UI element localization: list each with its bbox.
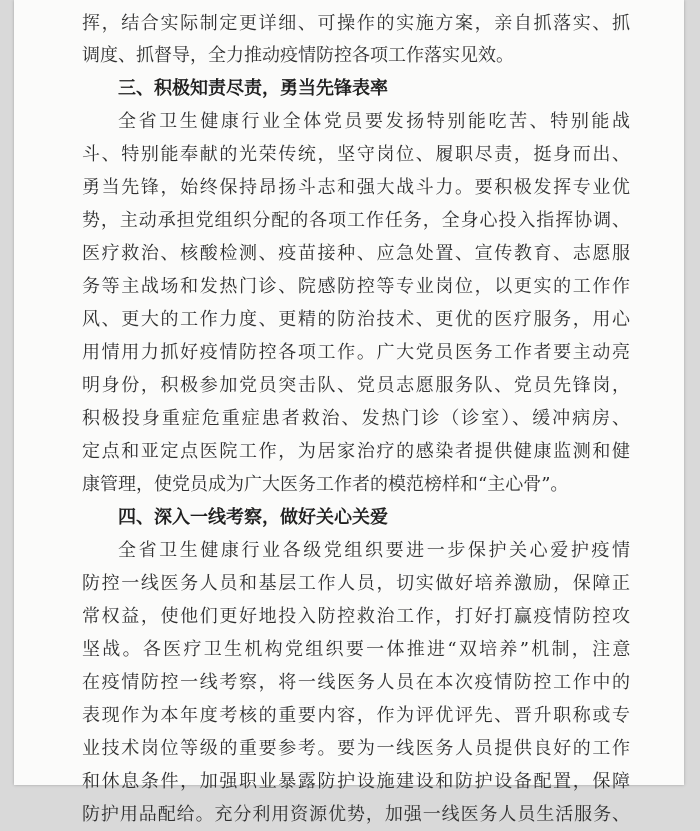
text-line: 用情用力抓好疫情防控各项工作。广大党员医务工作者要主动亮 — [82, 342, 632, 363]
text-line: 常权益，使他们更好地投入防控救治工作，打好打赢疫情防控攻 — [82, 606, 632, 627]
text-line: 坚战。各医疗卫生机构党组织要一体推进“双培养”机制，注意 — [82, 639, 633, 660]
section-heading-4: 四、深入一线考察，做好关心关爱 — [118, 507, 388, 528]
text-line: 康管理，使党员成为广大医务工作者的模范榜样和“主心骨”。 — [82, 474, 569, 495]
text-line: 和休息条件，加强职业暴露防护设施建设和防护设备配置，保障 — [82, 771, 632, 792]
text-line: 在疫情防控一线考察，将一线医务人员在本次疫情防控工作中的 — [82, 672, 632, 693]
text-line: 防护用品配给。充分利用资源优势，加强一线医务人员生活服务、 — [82, 804, 631, 825]
text-line: 积极投身重症危重症患者救治、发热门诊（诊室）、缓冲病房、 — [82, 408, 632, 429]
text-line: 务等主战场和发热门诊、院感防控等专业岗位，以更实的工作作 — [82, 276, 632, 297]
text-line: 全省卫生健康行业各级党组织要进一步保护关心爱护疫情 — [118, 540, 633, 561]
section-heading-3: 三、积极知责尽责，勇当先锋表率 — [118, 78, 388, 99]
text-line: 挥，结合实际制定更详细、可操作的实施方案，亲自抓落实、抓 — [82, 13, 632, 34]
text-line: 势，主动承担党组织分配的各项工作任务，全身心投入指挥协调、 — [82, 210, 631, 231]
text-line: 防控一线医务人员和基层工作人员，切实做好培养激励，保障正 — [82, 573, 632, 594]
text-line: 斗、特别能奉献的光荣传统，坚守岗位、履职尽责，挺身而出、 — [82, 144, 632, 165]
text-line: 表现作为本年度考核的重要内容，作为评优评先、晋升职称或专 — [82, 705, 632, 726]
text-line: 全省卫生健康行业全体党员要发扬特别能吃苦、特别能战 — [118, 111, 633, 132]
text-line: 医疗救治、核酸检测、疫苗接种、应急处置、宣传教育、志愿服 — [82, 243, 632, 264]
text-line: 定点和亚定点医院工作，为居家治疗的感染者提供健康监测和健 — [82, 441, 632, 462]
text-line: 明身份，积极参加党员突击队、党员志愿服务队、党员先锋岗， — [82, 375, 632, 396]
text-line: 业技术岗位等级的重要参考。要为一线医务人员提供良好的工作 — [82, 738, 632, 759]
text-line: 勇当先锋，始终保持昂扬斗志和强大战斗力。要积极发挥专业优 — [82, 177, 632, 198]
text-line: 调度、抓督导，全力推动疫情防控各项工作落实见效。 — [82, 45, 514, 66]
text-line: 风、更大的工作力度、更精的防治技术、更优的医疗服务，用心 — [82, 309, 632, 330]
document-page — [14, 0, 684, 825]
